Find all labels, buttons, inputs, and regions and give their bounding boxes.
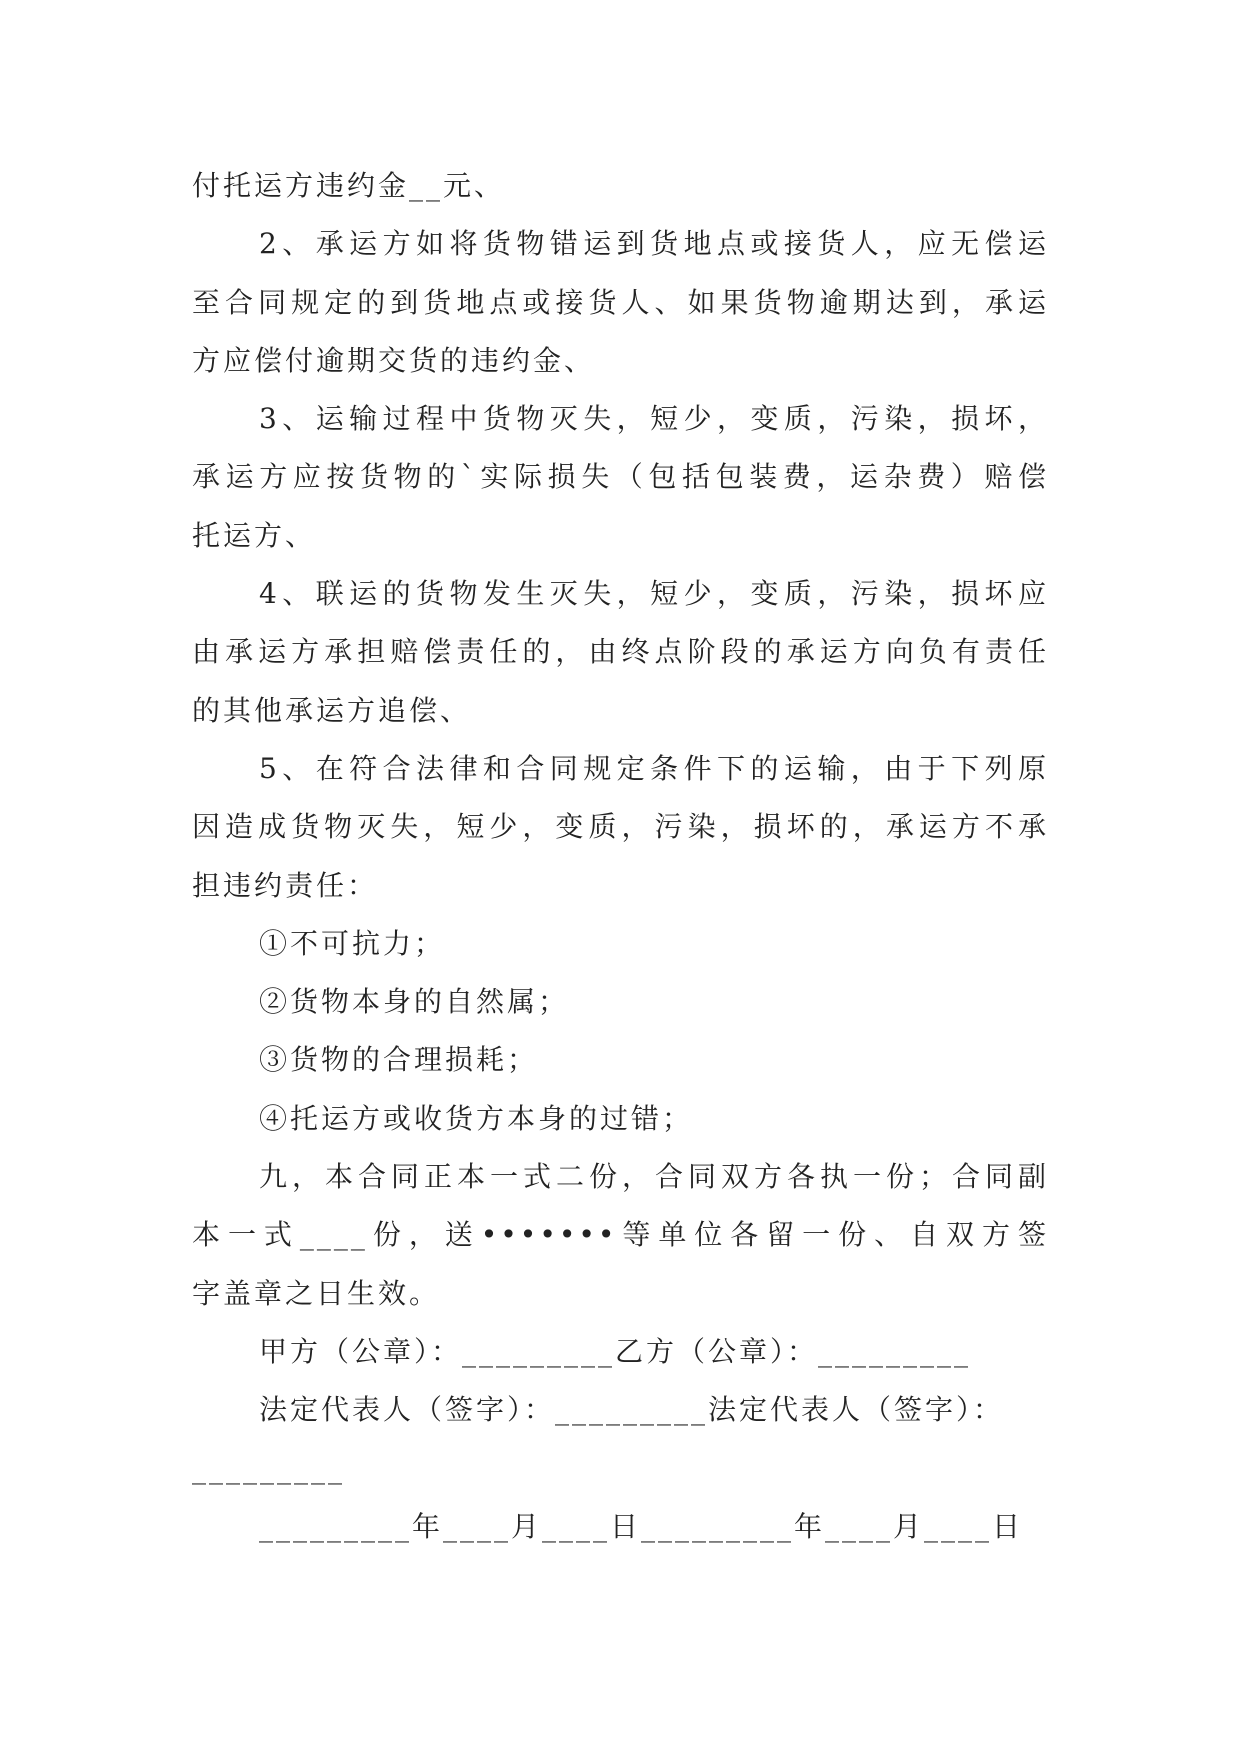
paragraph-line: 九，本合同正本一式二份，合同双方各执一份；合同副 bbox=[259, 1160, 1049, 1194]
signature-line: 法定代表人（签字）：_________法定代表人（签字）： bbox=[259, 1393, 1005, 1427]
paragraph-line: 因造成货物灭失，短少，变质，污染，损坏的，承运方不承 bbox=[192, 810, 1049, 844]
clause-3 bbox=[192, 390, 1049, 565]
paragraph-line: 字盖章之日生效。 bbox=[192, 1276, 441, 1310]
list-item: ③货物的合理损耗； bbox=[259, 1043, 539, 1077]
paragraph-line: 4、联运的货物发生灭失，短少，变质，污染，损坏应 bbox=[259, 577, 1049, 611]
penalty-continuation bbox=[192, 157, 1049, 215]
list-item: ①不可抗力； bbox=[259, 926, 446, 960]
paragraph-line: 托运方、 bbox=[192, 518, 317, 552]
signature-blank: _________ bbox=[192, 1451, 345, 1485]
list-item: ④托运方或收货方本身的过错； bbox=[259, 1101, 694, 1135]
clause-4 bbox=[192, 565, 1049, 740]
exemption-item-4 bbox=[192, 1090, 1049, 1148]
clause-5 bbox=[192, 740, 1049, 915]
list-item: ②货物本身的自然属； bbox=[259, 985, 570, 1019]
paragraph-line: 付托运方违约金__元、 bbox=[192, 169, 506, 202]
exemption-item-3 bbox=[192, 1031, 1049, 1089]
exemption-item-2 bbox=[192, 973, 1049, 1031]
paragraph-line: 担违约责任： bbox=[192, 868, 379, 902]
paragraph-line: 本一式____份，送•••••••等单位各留一份、自双方签 bbox=[192, 1218, 1049, 1252]
paragraph-line: 至合同规定的到货地点或接货人、如果货物逾期达到，承运 bbox=[192, 285, 1049, 319]
paragraph-line: 5、在符合法律和合同规定条件下的运输，由于下列原 bbox=[259, 751, 1049, 785]
paragraph-line: 由承运方承担赔偿责任的，由终点阶段的承运方向负有责任 bbox=[192, 635, 1049, 669]
clause-9 bbox=[192, 1148, 1049, 1323]
paragraph-line: 的其他承运方追偿、 bbox=[192, 693, 472, 727]
contract-body bbox=[192, 157, 1049, 1556]
clause-2 bbox=[192, 215, 1049, 390]
representative-line bbox=[192, 1381, 1049, 1498]
date-blanks: _________年____月____日_________年____月____日 bbox=[259, 1509, 1024, 1543]
date-line bbox=[192, 1498, 1049, 1556]
seal-line bbox=[192, 1323, 1049, 1381]
paragraph-line: 方应偿付逾期交货的违约金、 bbox=[192, 343, 596, 377]
signature-line: 甲方（公章）：_________乙方（公章）：_________ bbox=[259, 1334, 972, 1368]
exemption-item-1 bbox=[192, 915, 1049, 973]
paragraph-line: 承运方应按货物的`实际损失（包括包装费，运杂费）赔偿 bbox=[192, 460, 1049, 494]
paragraph-line: 3、运输过程中货物灭失，短少，变质，污染，损坏， bbox=[259, 402, 1049, 436]
paragraph-line: 2、承运方如将货物错运到货地点或接货人，应无偿运 bbox=[259, 227, 1049, 261]
